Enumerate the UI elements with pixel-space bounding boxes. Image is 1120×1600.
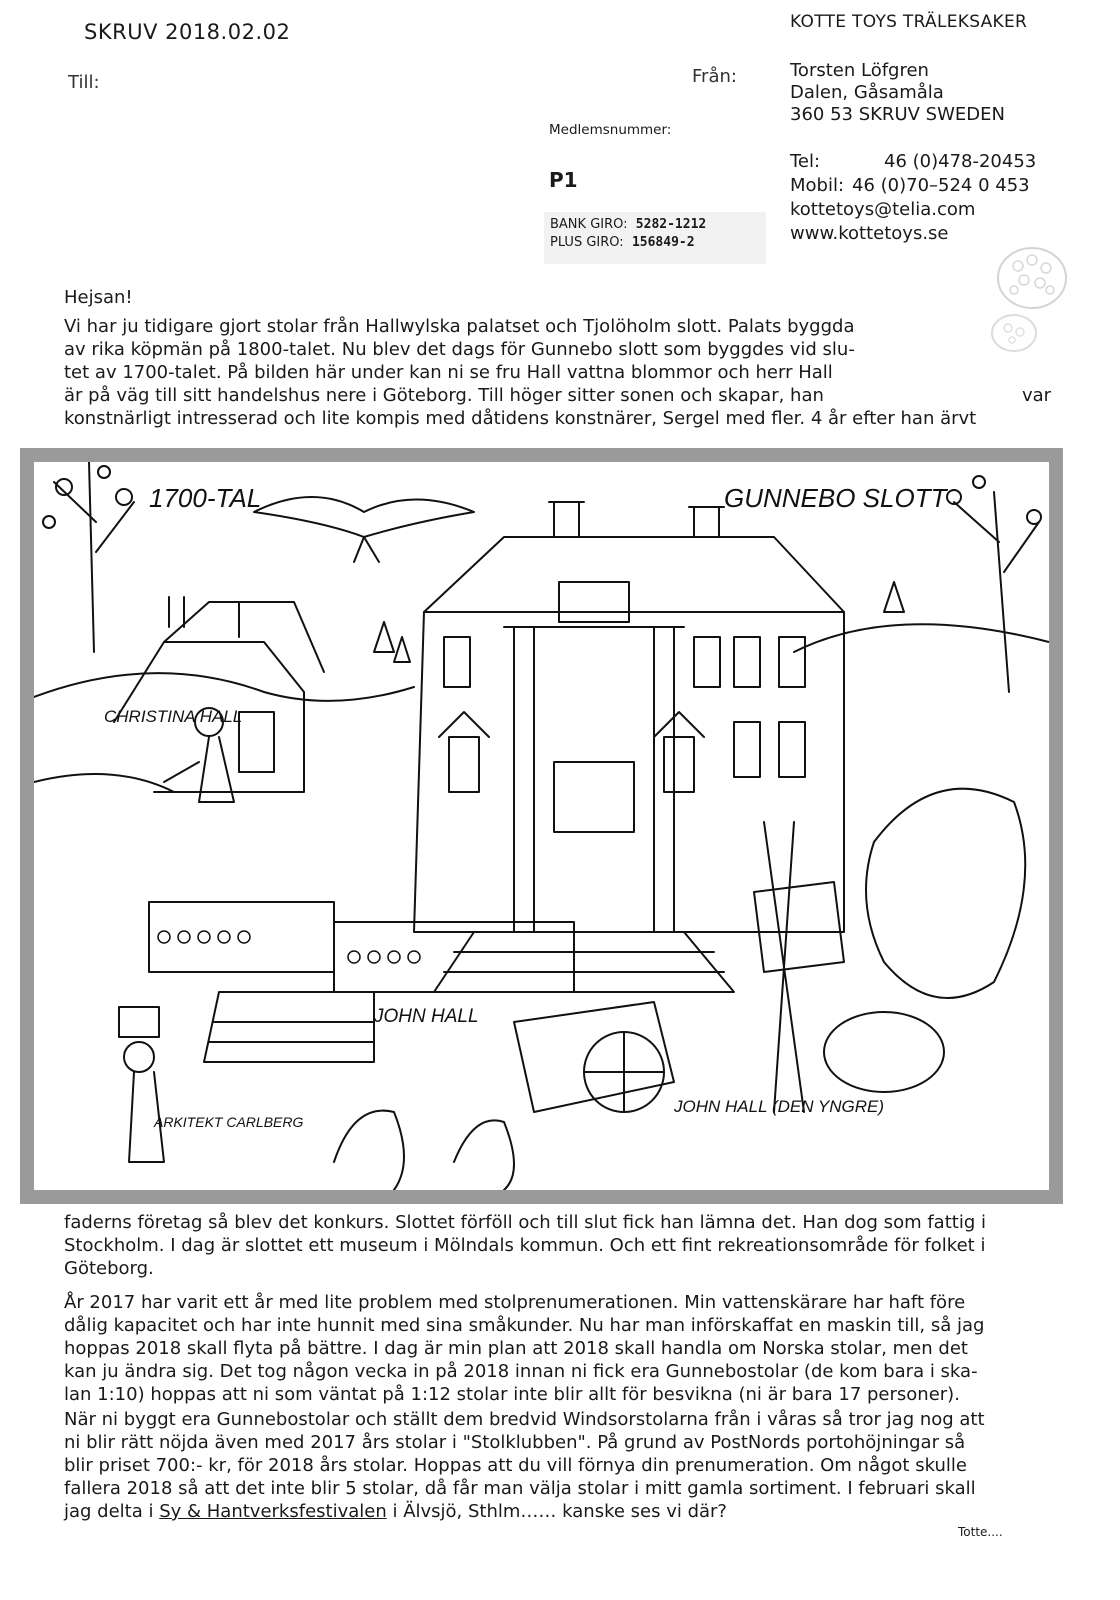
member-number: P1: [549, 168, 578, 192]
bank-giro-label: BANK GIRO:: [550, 217, 628, 232]
company-name: KOTTE TOYS TRÄLEKSAKER: [790, 12, 1028, 32]
website-link[interactable]: www.kottetoys.se: [790, 223, 949, 244]
email-link[interactable]: kottetoys@telia.com: [790, 199, 976, 220]
paragraph-line: kan ju ändra sig. Det tog någon vecka in på 2018 innan ni fick era Gunnebostolar (de kom bara i ska-: [64, 1361, 978, 1382]
paragraph-2017: [64, 1291, 1054, 1406]
member-label: Medlemsnummer:: [549, 122, 672, 138]
paragraph-line-start: jag delta i: [64, 1501, 160, 1522]
tel-value: 46 (0)478-20453: [884, 151, 1037, 172]
paragraph-line: tet av 1700-talet. På bilden här under kan ni se fru Hall vattna blommor och herr Hall: [64, 362, 833, 383]
paragraph-line: dålig kapacitet och har inte hunnit med sina småkunder. Nu har man införskaffat en maskin till, så jag: [64, 1315, 985, 1336]
label-christina: CHRISTINA HALL: [104, 707, 243, 726]
paragraph-line: År 2017 har varit ett år med lite problem med stolprenumerationen. Min vattenskärare har haft före: [64, 1292, 966, 1313]
gunnebo-illustration: [34, 462, 1049, 1190]
paragraph-line: lan 1:10) hoppas att ni som väntat på 1:12 stolar inte blir allt för besvikna (ni är bara 17 personer).: [64, 1384, 960, 1405]
paragraph-line: ni blir rätt nöjda även med 2017 års stolar i "Stolklubben". På grund av PostNords portohöjningar så: [64, 1432, 966, 1453]
festival-link[interactable]: Sy & Hantverksfestivalen: [159, 1501, 387, 1522]
letter-date: SKRUV 2018.02.02: [84, 20, 291, 44]
paragraph-line-end: var: [1022, 385, 1052, 406]
label-john: JOHN HALL: [374, 1006, 479, 1027]
mobile-label: Mobil:: [790, 175, 845, 196]
paragraph-line: När ni byggt era Gunnebostolar och ställt dem bredvid Windsorstolarna från i våras så tror jag nog att: [64, 1409, 985, 1430]
sender-address-line1: Dalen, Gåsamåla: [790, 82, 944, 103]
signature: Totte....: [958, 1525, 1003, 1539]
to-label: Till:: [68, 72, 100, 93]
paragraph-subscription: [64, 1408, 1054, 1523]
sender-name: Torsten Löfgren: [790, 60, 929, 81]
label-john-younger: JOHN HALL (DEN YNGRE): [674, 1097, 885, 1116]
paragraph-line: av rika köpmän på 1800-talet. Nu blev det dags för Gunnebo slott som byggdes vid slu-: [64, 339, 855, 360]
sender-address-line2: 360 53 SKRUV SWEDEN: [790, 104, 1005, 125]
paragraph-line: [64, 1500, 1054, 1523]
mobile-value: 46 (0)70–524 0 453: [852, 175, 1030, 196]
tel-label: Tel:: [790, 151, 821, 172]
plus-giro-value: 156849-2: [631, 235, 695, 250]
from-label: Från:: [692, 66, 737, 87]
paragraph-line: konstnärligt intresserad och lite kompis med dåtidens konstnärer, Sergel med fler. 4 år efter han ärvt: [64, 408, 977, 429]
label-title: GUNNEBO SLOTT: [724, 483, 947, 513]
paragraph-line: Vi har ju tidigare gjort stolar från Hallwylska palatset och Tjolöholm slott. Palats byggda: [64, 316, 855, 337]
plus-giro-label: PLUS GIRO:: [550, 235, 624, 250]
paragraph-line-text: är på väg till sitt handelshus nere i Göteborg. Till höger sitter sonen och skapar, han: [64, 385, 824, 406]
paragraph-line: Stockholm. I dag är slottet ett museum i Mölndals kommun. Och ett fint rekreationsområde för folket i: [64, 1235, 986, 1256]
paragraph-intro: [64, 315, 1054, 430]
greeting: Hejsan!: [64, 287, 133, 308]
paragraph-line: Göteborg.: [64, 1258, 154, 1279]
giro-box: [544, 212, 766, 264]
paragraph-line: [64, 384, 1054, 407]
paragraph-line: fallera 2018 så att det inte blir 5 stolar, då får man välja stolar i mitt gamla sortiment. I februari skall: [64, 1478, 976, 1499]
paragraph-line: hoppas 2018 skall flyta på bättre. I dag är min plan att 2018 skall handla om Norska stolar, men det: [64, 1338, 968, 1359]
paragraph-history: [64, 1211, 1054, 1280]
sender-address: [790, 60, 1005, 126]
label-era: 1700-TAL: [149, 483, 262, 513]
paragraph-line-end: i Älvsjö, Sthlm…… kanske ses vi där?: [386, 1501, 727, 1522]
paragraph-line: faderns företag så blev det konkurs. Slottet förföll och till slut fick han lämna det. Han dog som fattig i: [64, 1212, 986, 1233]
label-architect: ARKITEKT CARLBERG: [154, 1114, 304, 1130]
illustration-frame: [20, 448, 1063, 1204]
paragraph-line: blir priset 700:- kr, för 2018 års stolar. Hoppas att du vill förnya din prenumeration. Om något skulle: [64, 1455, 967, 1476]
bank-giro-value: 5282-1212: [635, 217, 707, 232]
